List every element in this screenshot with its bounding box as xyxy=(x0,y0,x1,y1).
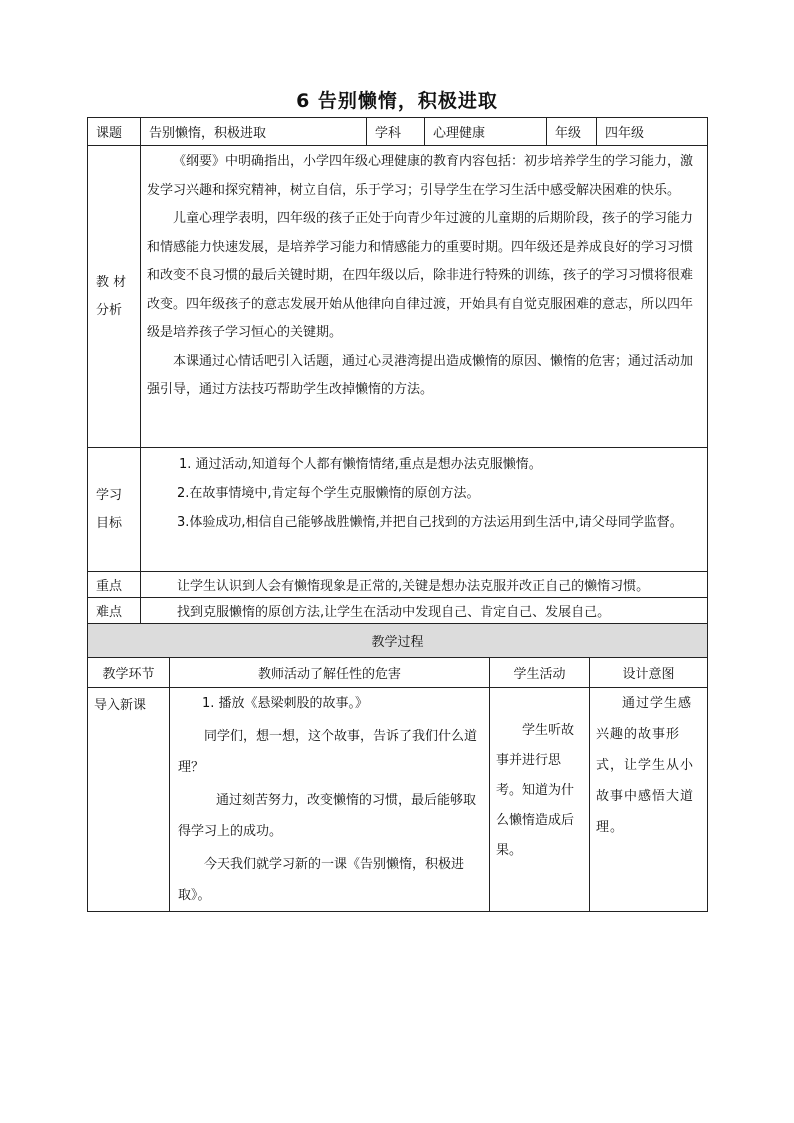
topic-label: 课题 xyxy=(88,118,141,146)
key-row xyxy=(88,572,708,598)
teacher-step-3: 通过刻苦努力，改变懒惰的习惯，最后能够取得学习上的成功。 xyxy=(178,793,477,839)
analysis-content xyxy=(141,146,708,448)
topic-value: 告别懒惰，积极进取 xyxy=(141,118,367,146)
student-activity-cell xyxy=(490,688,590,912)
analysis-label xyxy=(88,146,141,448)
goal-item-2: 2.在故事情境中,肯定每个学生克服懒惰的原创方法。 xyxy=(177,486,480,501)
analysis-paragraph-1: 《纲要》中明确指出，小学四年级心理健康的教育内容包括：初步培养学生的学习能力，激发学习兴趣和探究精神，树立自信，乐于学习；引导学生在学习生活中感受解决困难的快乐。 xyxy=(147,154,694,198)
teacher-step-1: 1. 播放《悬梁刺股的故事。》 xyxy=(202,696,369,711)
analysis-label-line1: 教 材 xyxy=(96,274,127,290)
difficulty-label: 难点 xyxy=(88,598,141,624)
analysis-paragraph-2: 儿童心理学表明，四年级的孩子正处于向青少年过渡的儿童期的后期阶段，孩子的学习能力和情感能力快速发展，是培养学习能力和情感能力的重要时期。四年级还是养成良好的学习习惯和改变不良习惯的最后关键时期，在四年级以后，除非进行特殊的训练，孩子的学习习惯将很难改变。四年级孩子的意志发展开始从他律向自律过渡，开始具有自觉克服困难的意志，所以四年级是培养孩子学习恒心的关键期。 xyxy=(147,211,694,340)
intent-cell xyxy=(590,688,708,912)
teacher-activity-cell xyxy=(170,688,490,912)
subject-value: 心理健康 xyxy=(425,118,547,146)
key-value: 让学生认识到人会有懒惰现象是正常的,关键是想办法克服并改正自己的懒惰习惯。 xyxy=(141,572,708,598)
key-label: 重点 xyxy=(88,572,141,598)
process-table xyxy=(87,623,708,912)
analysis-label-line2: 分析 xyxy=(96,302,123,318)
goal-item-3: 3.体验成功,相信自己能够战胜懒惰,并把自己找到的方法运用到生活中,请父母同学监督。 xyxy=(177,515,683,530)
goals-label-line1: 学习 xyxy=(96,487,123,503)
goals-label xyxy=(88,448,141,572)
info-row xyxy=(88,118,708,146)
difficulty-value: 找到克服懒惰的原创方法,让学生在活动中发现自己、肯定自己、发展自己。 xyxy=(141,598,708,624)
analysis-row xyxy=(88,146,708,448)
page-title: 6 告别懒惰，积极进取 xyxy=(296,90,498,112)
process-row-intro xyxy=(88,688,708,912)
difficulty-row xyxy=(88,598,708,624)
stage-cell: 导入新课 xyxy=(88,688,170,912)
student-activity-text: 学生听故事并进行思考。知道为什么懒惰造成后果。 xyxy=(496,723,575,858)
teacher-step-4: 今天我们就学习新的一课《告别懒惰，积极进取》。 xyxy=(178,857,465,903)
process-title: 教学过程 xyxy=(88,624,708,658)
col-header-intent: 设计意图 xyxy=(590,658,708,688)
col-header-teacher: 教师活动了解任性的危害 xyxy=(170,658,490,688)
subject-label: 学科 xyxy=(367,118,425,146)
grade-label: 年级 xyxy=(547,118,597,146)
teacher-step-2: 同学们，想一想，这个故事，告诉了我们什么道理？ xyxy=(178,729,478,775)
process-title-row xyxy=(88,624,708,658)
goals-row xyxy=(88,448,708,572)
col-header-stage: 教学环节 xyxy=(88,658,170,688)
goals-label-line2: 目标 xyxy=(96,515,123,531)
col-header-student: 学生活动 xyxy=(490,658,590,688)
goal-item-1: 1. 通过活动,知道每个人都有懒惰情绪,重点是想办法克服懒惰。 xyxy=(179,457,542,472)
analysis-paragraph-3: 本课通过心情话吧引入话题，通过心灵港湾提出造成懒惰的原因、懒惰的危害；通过活动加强引导，通过方法技巧帮助学生改掉懒惰的方法。 xyxy=(147,353,694,397)
process-header-row xyxy=(88,658,708,688)
lesson-info-table xyxy=(87,117,708,624)
goals-content xyxy=(141,448,708,572)
grade-value: 四年级 xyxy=(597,118,708,146)
intent-text: 通过学生感兴趣的故事形式，让学生从小故事中感悟大道理。 xyxy=(596,696,695,835)
